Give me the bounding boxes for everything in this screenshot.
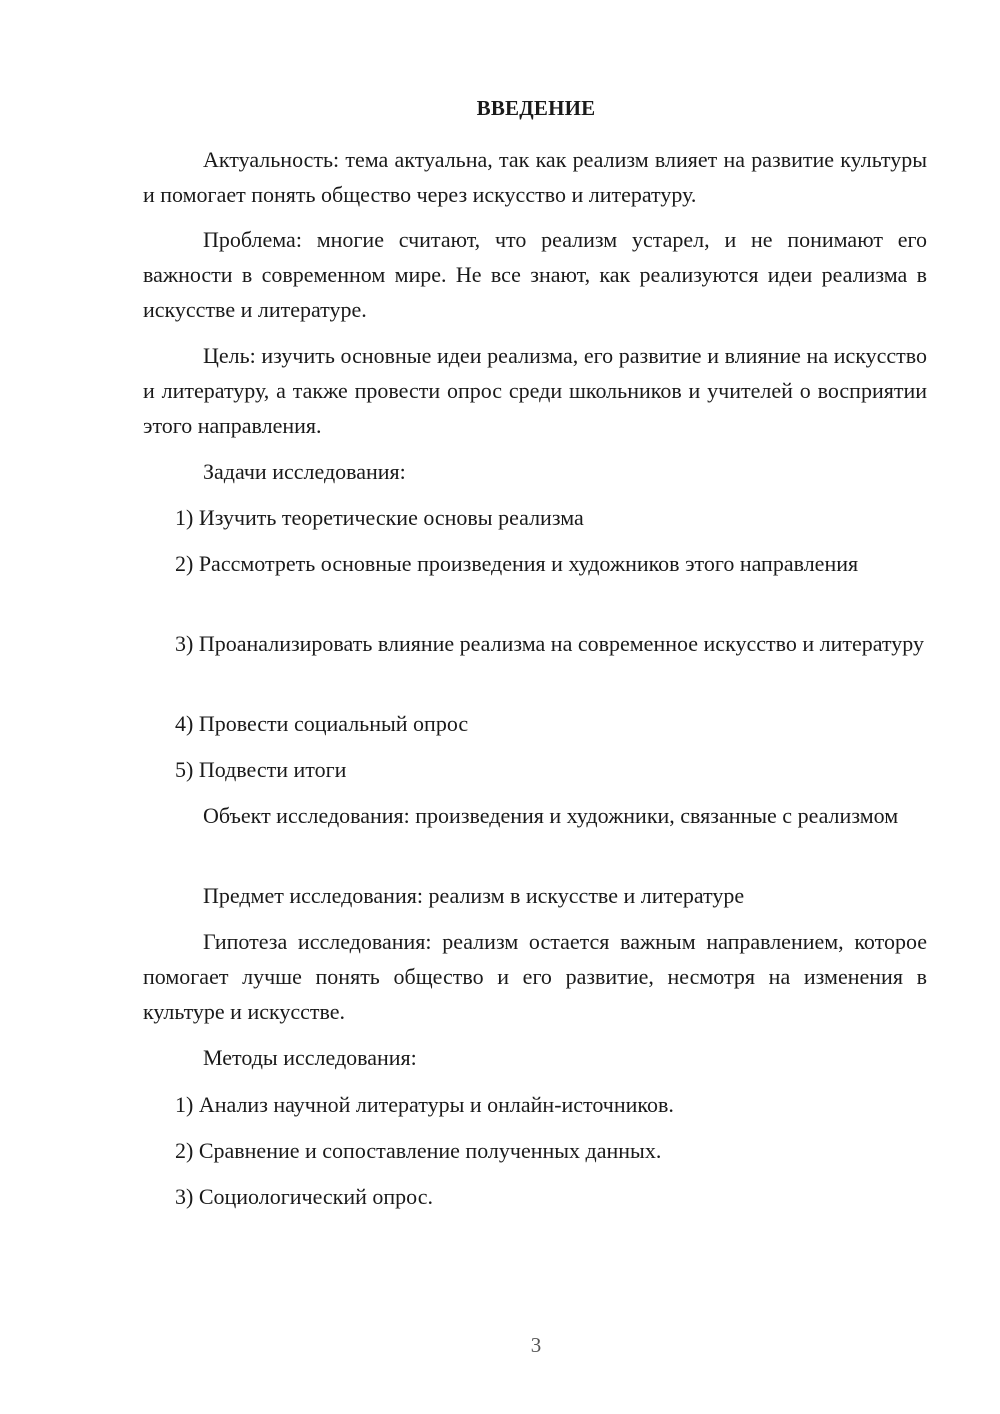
page-number: 3 [530,1333,542,1357]
task-item-1: 1) Изучить теоретические основы реализма [175,505,584,530]
paragraph-subject: Предмет исследования: реализм в искусстве и литературе [203,883,745,908]
task-item-4: 4) Провести социальный опрос [175,711,469,736]
paragraph-problem: Проблема: многие считают, что реализм устарел, и не понимают его важности в современном мире. Не все знают, как реализуются идеи реализма в искусстве и литературе. [143,227,927,322]
method-item-3: 3) Социологический опрос. [175,1184,433,1209]
paragraph-goal: Цель: изучить основные идеи реализма, его развитие и влияние на искусство и литературу, а также провести опрос среди школьников и учителей о восприятии этого направления. [143,343,927,438]
paragraph-methods-heading: Методы исследования: [203,1045,417,1070]
task-item-3: 3) Проанализировать влияние реализма на современное искусство и литературу [175,631,924,656]
paragraph-relevance: Актуальность: тема актуальна, так как реализм влияет на развитие культуры и помогает понять общество через искусство и литературу. [143,147,927,207]
method-item-2: 2) Сравнение и сопоставление полученных данных. [175,1138,662,1163]
method-item-1: 1) Анализ научной литературы и онлайн-источников. [175,1092,674,1117]
task-item-2: 2) Рассмотреть основные произведения и художников этого направления [175,551,859,576]
section-title: ВВЕДЕНИЕ [476,96,596,120]
paragraph-tasks-heading: Задачи исследования: [203,459,406,484]
paragraph-object: Объект исследования: произведения и художники, связанные с реализмом [203,803,899,828]
task-item-5: 5) Подвести итоги [175,757,347,782]
paragraph-hypothesis: Гипотеза исследования: реализм остается важным направлением, которое помогает лучше понять общество и его развитие, несмотря на изменения в культуре и искусстве. [143,929,927,1024]
